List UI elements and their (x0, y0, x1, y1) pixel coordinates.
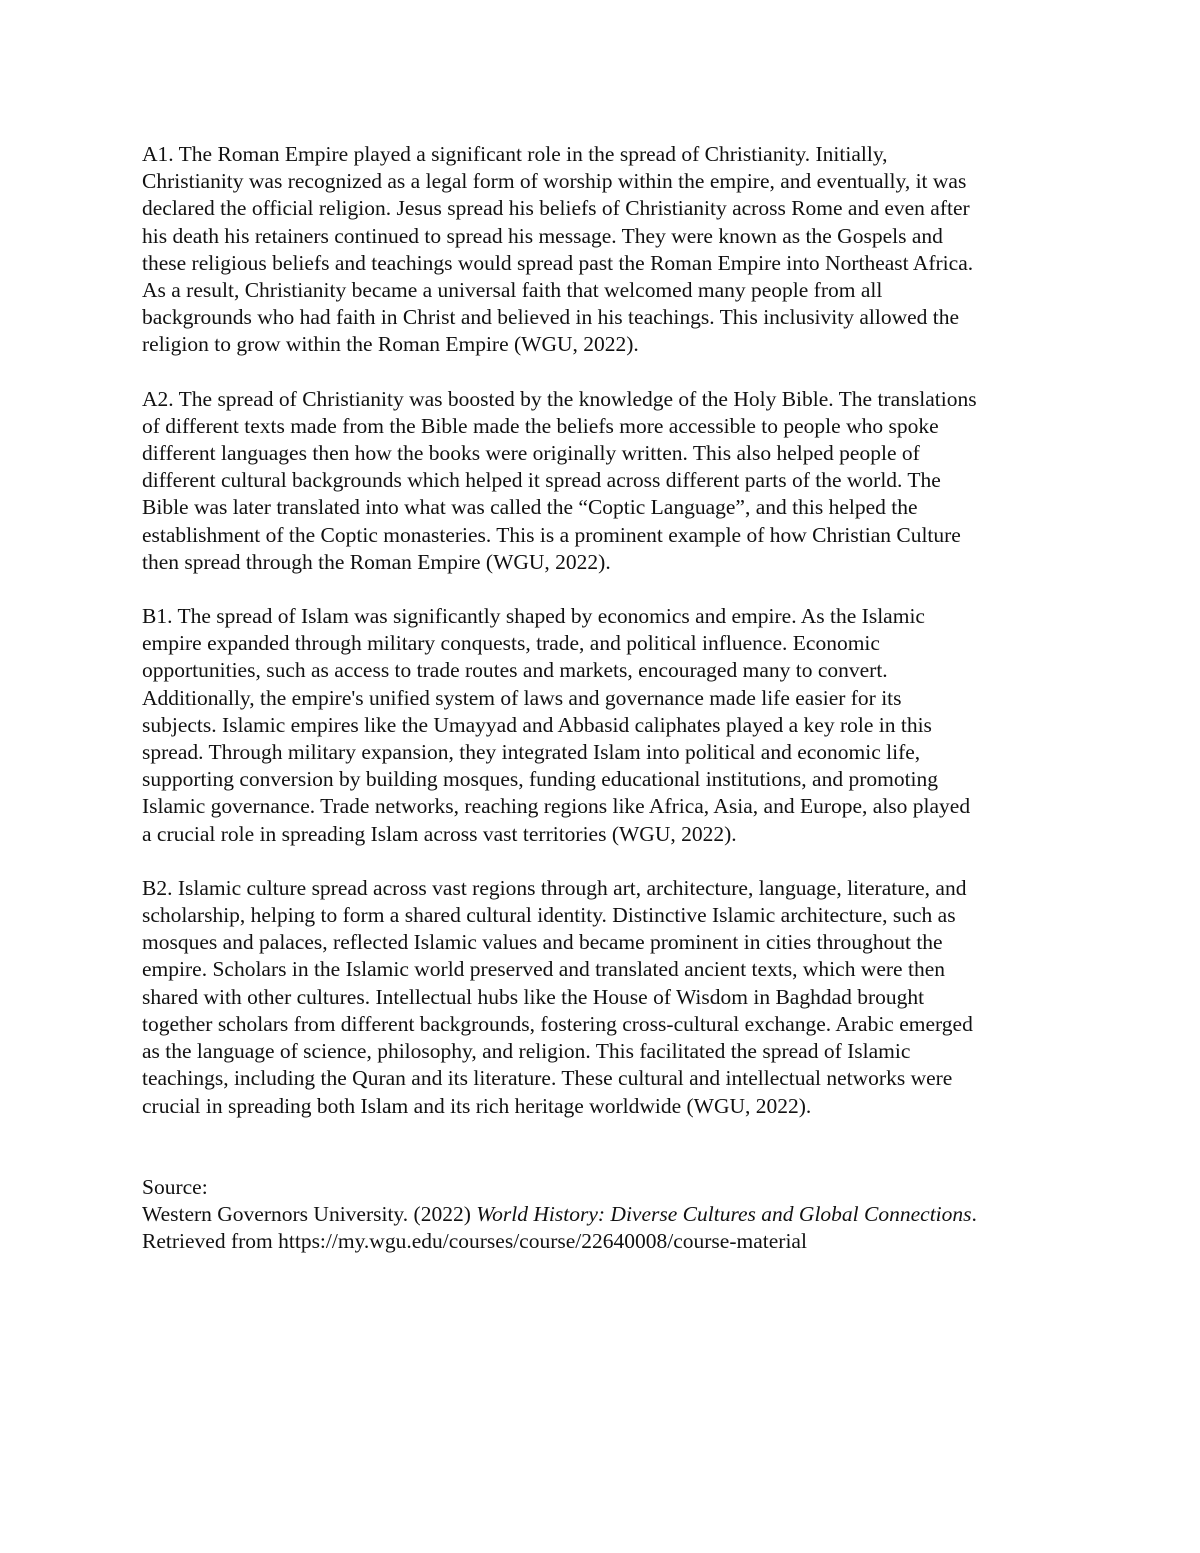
document-body (142, 141, 1062, 1255)
source-label: Source: (142, 1174, 208, 1199)
paragraph-a2: A2. The spread of Christianity was boosted by the knowledge of the Holy Bible. The translations of different texts made from the Bible made the beliefs more accessible to people who spoke different languages then how the books were originally written. This also helped people of different cultural backgrounds which helped it spread across different parts of the world. The Bible was later translated into what was called the “Coptic Language”, and this helped the establishment of the Coptic monasteries. This is a prominent example of how Christian Culture then spread through the Roman Empire (WGU, 2022). (142, 386, 977, 574)
citation-period: . (971, 1201, 977, 1226)
citation-title: World History: Diverse Cultures and Global Connections (476, 1201, 972, 1226)
paragraph-b1: B1. The spread of Islam was significantly shaped by economics and empire. As the Islamic empire expanded through military conquests, trade, and political influence. Economic opportunities, such as access to trade routes and markets, encouraged many to convert. Additionally, the empire's unified system of laws and governance made life easier for its subjects. Islamic empires like the Umayyad and Abbasid caliphates played a key role in this spread. Through military expansion, they integrated Islam into political and economic life, supporting conversion by building mosques, funding educational institutions, and promoting Islamic governance. Trade networks, reaching regions like Africa, Asia, and Europe, also played a crucial role in spreading Islam across vast territories (WGU, 2022). (142, 604, 971, 846)
paragraph-a1: A1. The Roman Empire played a significant role in the spread of Christianity. Initially, Christianity was recognized as a legal form of worship within the empire, and eventually, it was declared the official religion. Jesus spread his beliefs of Christianity across Rome and even after his death his retainers continued to spread his message. They were known as the Gospels and these religious beliefs and teachings would spread past the Roman Empire into Northeast Africa. As a result, Christianity became a universal faith that welcomed many people from all backgrounds who had faith in Christ and believed in his teachings. This inclusivity allowed the religion to grow within the Roman Empire (WGU, 2022). (142, 142, 974, 357)
paragraph-b2: B2. Islamic culture spread across vast regions through art, architecture, language, literature, and scholarship, helping to form a shared cultural identity. Distinctive Islamic architecture, such as mosques and palaces, reflected Islamic values and became prominent in cities throughout the empire. Scholars in the Islamic world preserved and translated ancient texts, which were then shared with other cultures. Intellectual hubs like the House of Wisdom in Baghdad brought together scholars from different backgrounds, fostering cross-cultural exchange. Arabic emerged as the language of science, philosophy, and religion. This facilitated the spread of Islamic teachings, including the Quran and its literature. These cultural and intellectual networks were crucial in spreading both Islam and its rich heritage worldwide (WGU, 2022). (142, 875, 973, 1118)
source-citation (142, 1201, 1062, 1228)
citation-author-year: Western Governors University. (2022) (142, 1201, 477, 1226)
citation-retrieved-url: Retrieved from https://my.wgu.edu/courses/course/22640008/course-material (142, 1229, 807, 1254)
source-section (142, 1174, 1062, 1256)
